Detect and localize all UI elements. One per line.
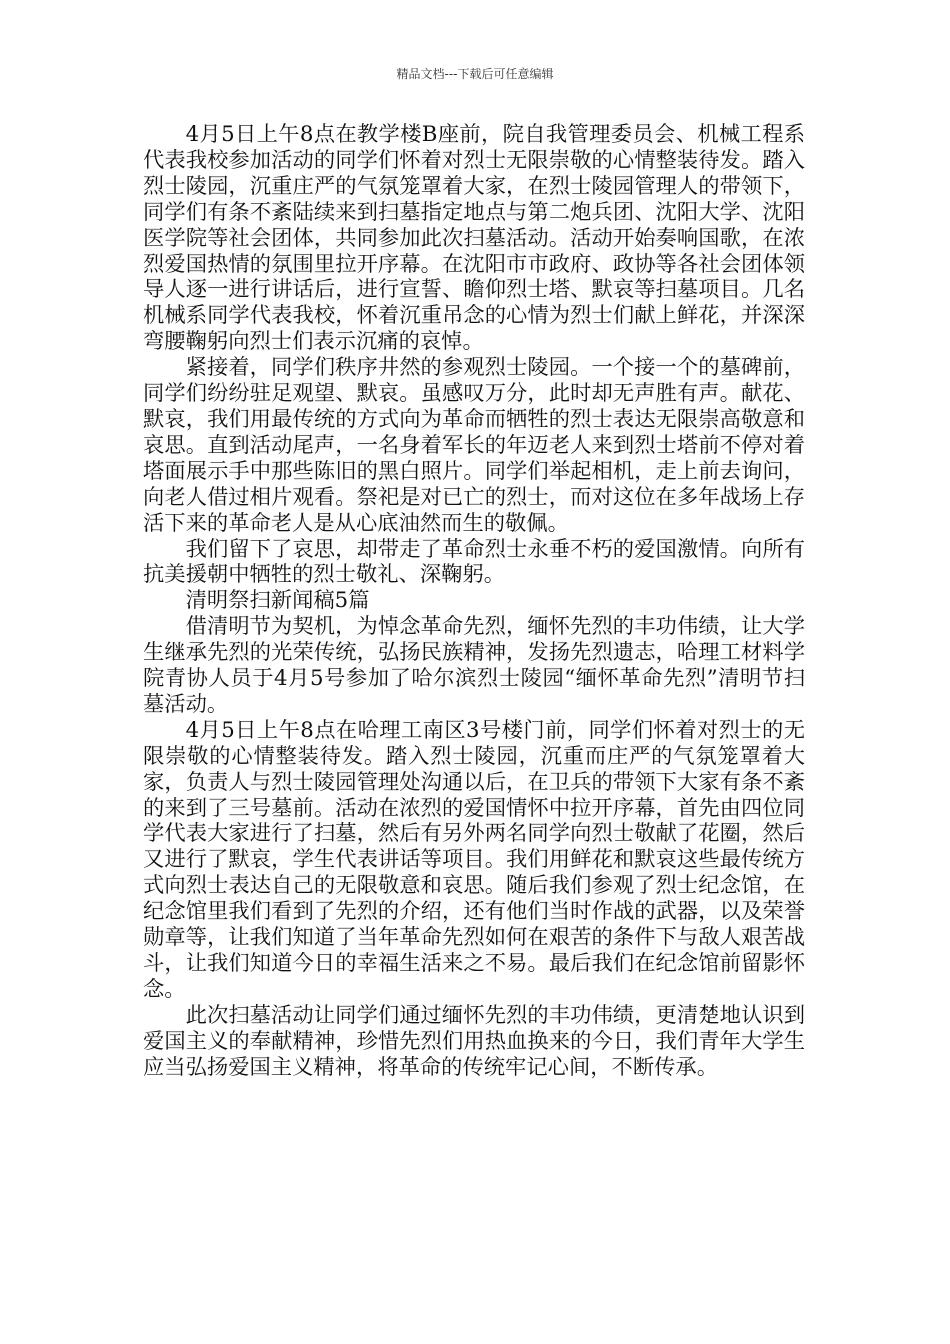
section-heading: 清明祭扫新闻稿5篇 [185,588,370,614]
page-header: 精品文档---下载后可任意编辑 [396,67,554,81]
paragraph-2: 紧接着，同学们秩序井然的参观烈士陵园。一个接一个的墓碑前，同学们纷纷驻足观望、默哀。虽感叹万分，此时却无声胜有声。献花、默哀，我们用最传统的方式向为革命而牺牲的烈士表达无限崇高敬意和哀思。直到活动尾声，一名身着军长的年迈老人来到烈士塔前不停对着塔面展示手中那些陈旧的黑白照片。同学们举起相机，走上前去询问，向老人借过相片观看。祭祀是对已亡的烈士，而对这位在多年战场上存活下来的革命老人是从心底油然而生的敬佩。 [143,355,805,536]
paragraph-6: 此次扫墓活动让同学们通过缅怀先烈的丰功伟绩，更清楚地认识到爱国主义的奉献精神，珍惜先烈们用热血换来的今日，我们青年大学生应当弘扬爱国主义精神，将革命的传统牢记心间，不断传承。 [143,1002,805,1080]
paragraph-3: 我们留下了哀思，却带走了革命烈士永垂不朽的爱国激情。向所有抗美援朝中牺牲的烈士敬礼、深鞠躬。 [143,536,805,588]
document-body [143,122,805,1081]
paragraph-1: 4月5日上午8点在教学楼B座前，院自我管理委员会、机械工程系代表我校参加活动的同学们怀着对烈士无限崇敬的心情整装待发。踏入烈士陵园，沉重庄严的气氛笼罩着大家，在烈士陵园管理人的带领下，同学们有条不紊陆续来到扫墓指定地点与第二炮兵团、沈阳大学、沈阳医学院等社会团体，共同参加此次扫墓活动。活动开始奏响国歌，在浓烈爱国热情的氛围里拉开序幕。在沈阳市市政府、政协等各社会团体领导人逐一进行讲话后，进行宣誓、瞻仰烈士塔、默哀等扫墓项目。几名机械系同学代表我校，怀着沉重吊念的心情为烈士们献上鲜花，并深深弯腰鞠躬向烈士们表示沉痛的哀悼。 [143,122,805,355]
paragraph-5: 4月5日上午8点在哈理工南区3号楼门前，同学们怀着对烈士的无限崇敬的心情整装待发。踏入烈士陵园，沉重而庄严的气氛笼罩着大家，负责人与烈士陵园管理处沟通以后，在卫兵的带领下大家有条不紊的来到了三号墓前。活动在浓烈的爱国情怀中拉开序幕，首先由四位同学代表大家进行了扫墓，然后有另外两名同学向烈士敬献了花圈，然后又进行了默哀，学生代表讲话等项目。我们用鲜花和默哀这些最传统方式向烈士表达自己的无限敬意和哀思。随后我们参观了烈士纪念馆，在纪念馆里我们看到了先烈的介绍，还有他们当时作战的武器，以及荣誉勋章等，让我们知道了当年革命先烈如何在艰苦的条件下与敌人艰苦战斗，让我们知道今日的幸福生活来之不易。最后我们在纪念馆前留影怀念。 [143,717,805,1002]
paragraph-4: 借清明节为契机，为悼念革命先烈，缅怀先烈的丰功伟绩，让大学生继承先烈的光荣传统，弘扬民族精神，发扬先烈遗志，哈理工材料学院青协人员于4月5号参加了哈尔滨烈士陵园“缅怀革命先烈”清明节扫墓活动。 [143,614,805,717]
